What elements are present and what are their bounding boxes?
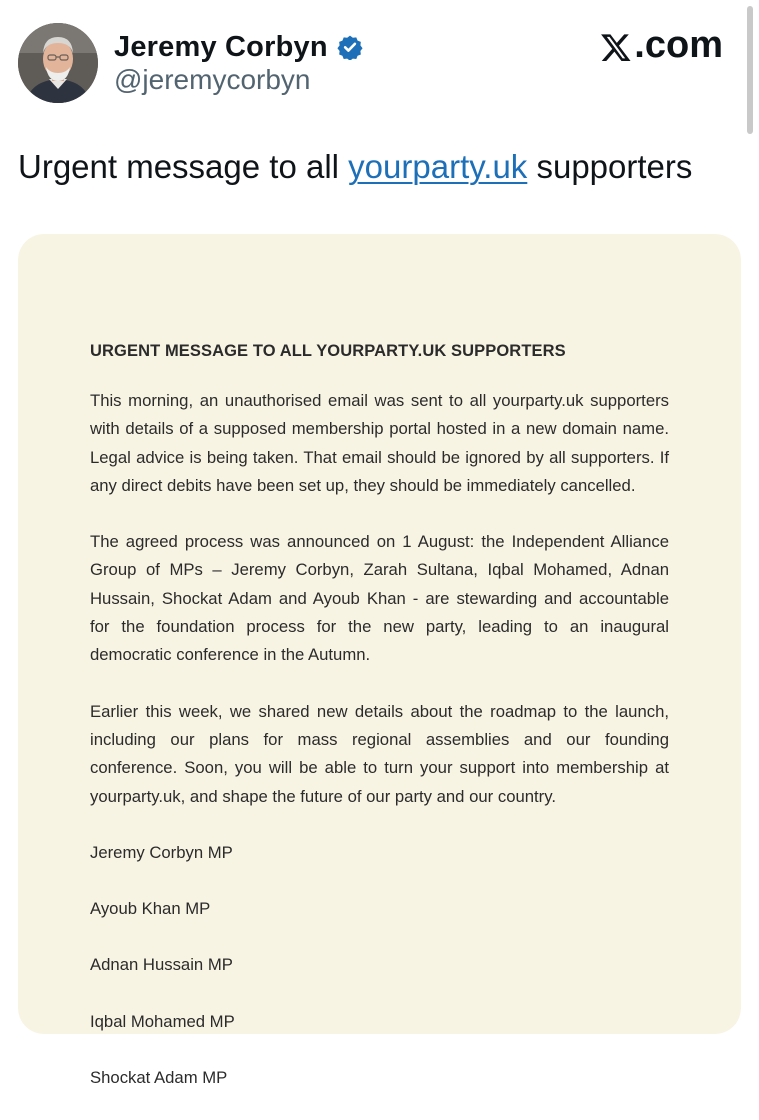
avatar[interactable] — [18, 23, 98, 103]
name-row — [114, 28, 363, 66]
x-logo-icon — [600, 30, 632, 62]
scrollbar[interactable] — [747, 4, 755, 996]
post-header — [0, 0, 759, 120]
post-text — [18, 148, 692, 186]
signatory: Iqbal Mohamed MP — [90, 1011, 235, 1031]
scrollbar-thumb[interactable] — [747, 6, 753, 134]
post-link[interactable]: yourparty.uk — [348, 148, 528, 185]
signatory: Adnan Hussain MP — [90, 955, 233, 975]
display-name[interactable]: Jeremy Corbyn — [114, 30, 328, 63]
avatar-image — [18, 23, 98, 103]
handle[interactable]: @jeremycorbyn — [114, 64, 311, 95]
letter-paragraph: Earlier this week, we shared new details about the roadmap to the launch, including our plans for mass regional assemblies and our founding conference. Soon, you will be able to turn your support into membership at yourparty.uk, and shape the future of our party and our country. — [90, 701, 669, 806]
post-text-before: Urgent message to all — [18, 148, 349, 185]
x-brand — [600, 24, 723, 67]
signatory: Shockat Adam MP — [90, 1068, 228, 1088]
post-text-after: supporters — [527, 148, 693, 185]
signatory-list — [90, 839, 669, 1092]
letter-paragraph: This morning, an unauthorised email was sent to all yourparty.uk supporters with details of a supposed membership portal hosted in a new domain name. Legal advice is being taken. That email should be ignored by all supporters. If any direct debits have been set up, they should be immediately cancelled. — [90, 391, 669, 495]
signatory: Ayoub Khan MP — [90, 899, 211, 919]
letter-paragraph: The agreed process was announced on 1 August: the Independent Alliance Group of MPs – Jeremy Corbyn, Zarah Sultana, Iqbal Mohamed, Adnan Hussain, Shockat Adam and Ayoub Khan - are stewarding and accountable for the foundation process for the new party, leading to an inaugural democratic conference in the Autumn. — [90, 532, 669, 665]
brand-domain: .com — [634, 24, 723, 66]
letter-content — [90, 342, 669, 1120]
letter-heading: URGENT MESSAGE TO ALL YOURPARTY.UK SUPPORTERS — [90, 342, 566, 360]
verified-badge-icon — [337, 34, 363, 60]
signatory: Jeremy Corbyn MP — [90, 842, 233, 862]
